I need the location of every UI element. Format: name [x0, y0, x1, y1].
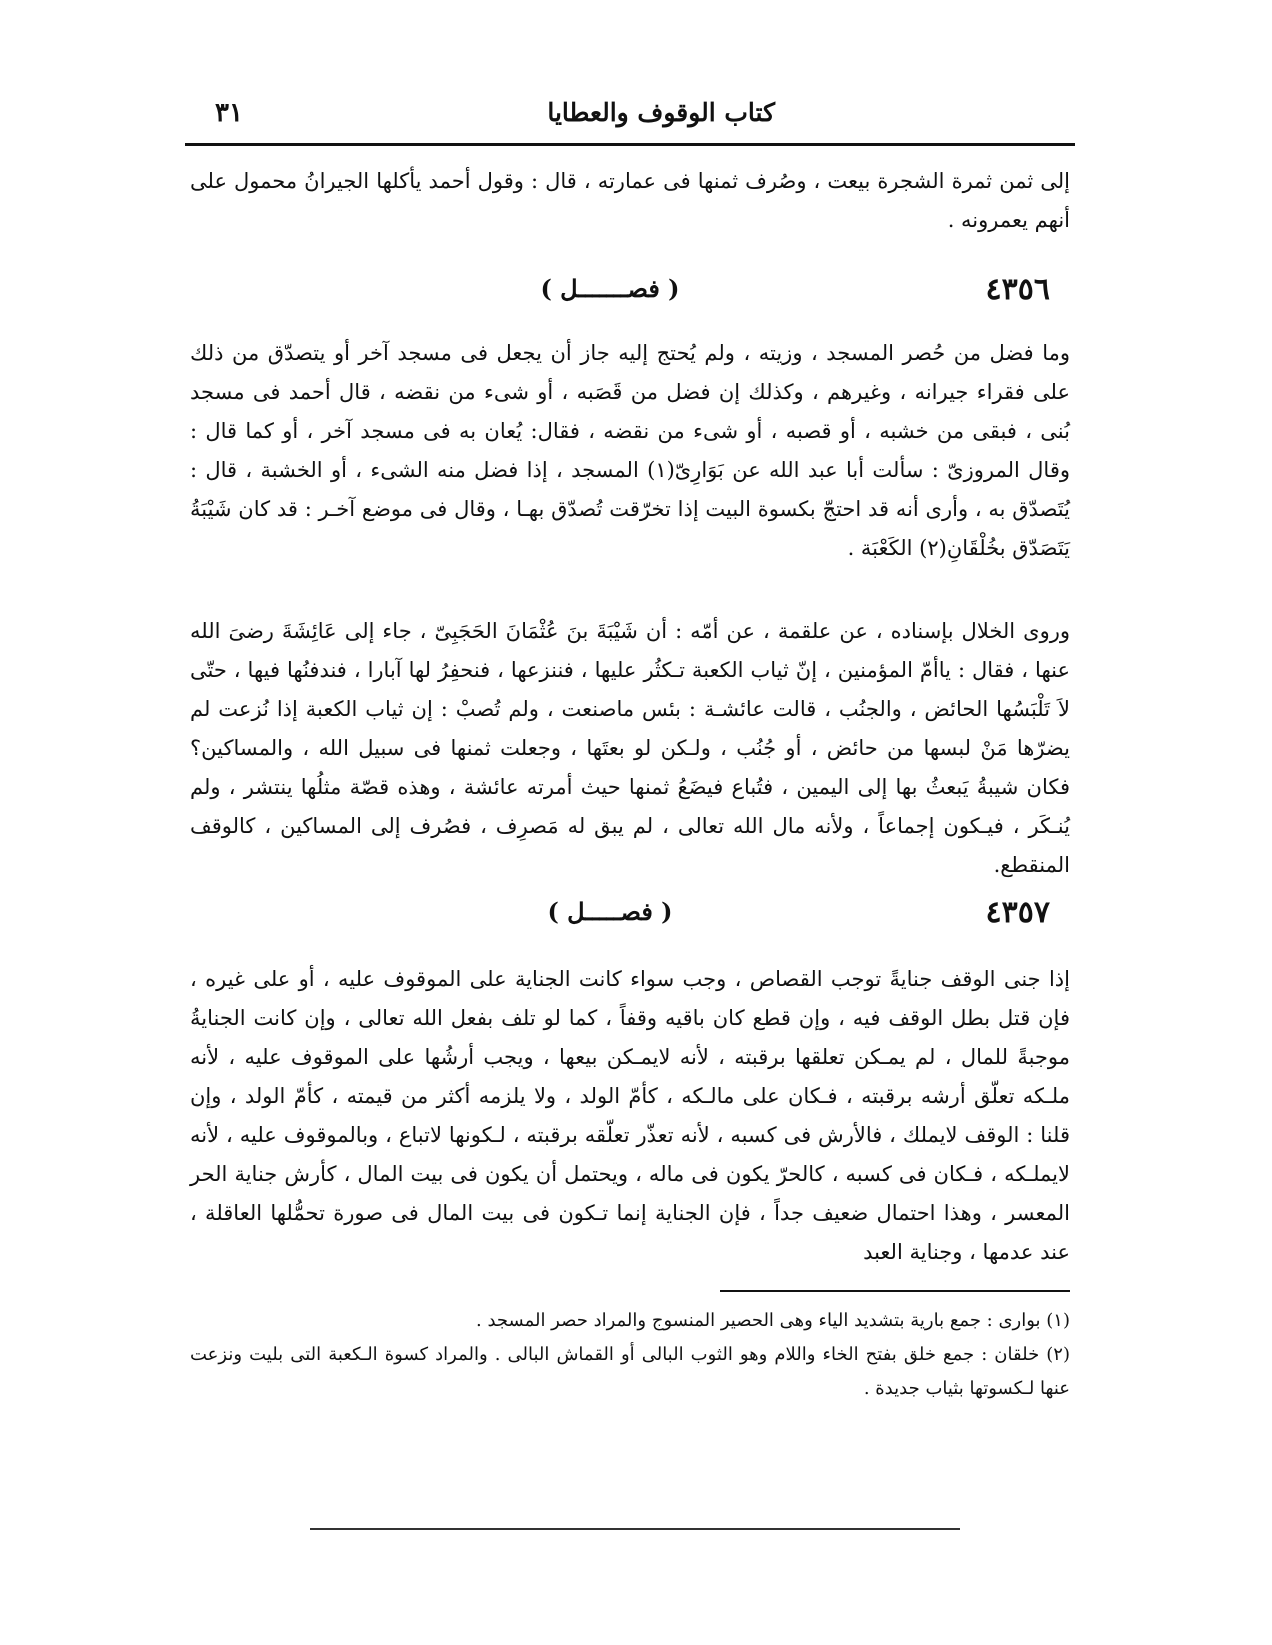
paragraph-intro: إلى ثمن ثمرة الشجرة بيعت ، وصُرف ثمنها فى عمارته ، قال : وقول أحمد يأكلها الجيرانُ محمول على أنهم يعمرونه .	[190, 169, 1070, 232]
paragraph: إذا جنى الوقف جنايةً توجب القصاص ، وجب سواء كانت الجناية على الموقوف عليه ، أو على غيره ، فإن قتل بطل الوقف فيه ، وإن قطع كان باقيه وقفاً ، كما لو تلف بفعل الله تعالى ، وإن كانت الجنايةُ موجبةً للمال ، لم يمـكن تعلقها برقبته ، لأنه لايمـكن بيعها ، ويجب أرشُها على الموقوف عليه ، لأنه ملـكه تعلّق أرشه برقبته ، فـكان على مالـكه ، كأمّ الولد ، ولا يلزمه أكثر من قيمته ، كأمّ الولد ، وإن قلنا : الوقف لايملك ، فالأرش فى كسبه ، لأنه تعذّر تعلّقه برقبته ، لـكونها لاتباع ، وبالموقوف عليه ، لأنه لايملـكه ، فـكان فى كسبه ، كالحرّ يكون فى ماله ، ويحتمل أن يكون فى بيت المال ، كأرش جناية الحر المعسر ، وهذا احتمال ضعيف جداً ، فإن الجناية إنما تـكون فى بيت المال فى صورة تحمُّلها العاقلة ، عند عدمها ، وجناية العبد	[190, 967, 1070, 1264]
footnotes	[190, 1304, 1070, 1406]
section-title: ( فصـــــل )	[547, 897, 673, 926]
bottom-divider	[310, 1528, 960, 1530]
header-divider	[185, 143, 1075, 146]
section-title: ( فصـــــــل )	[540, 274, 680, 303]
section-heading	[190, 272, 1070, 316]
page-number: ٣١	[215, 98, 243, 128]
footnote-2: (٢) خلقان : جمع خلق بفتح الخاء واللام وهو الثوب البالى أو القماش البالى . والمراد كسوة الـكعبة التى بليت ونزعت عنها لـكسوتها بثياب جديدة .	[190, 1344, 1070, 1399]
paragraph: وروى الخلال بإسناده ، عن علقمة ، عن أمّه : أن شَيْبَةَ بنَ عُثْمَانَ الحَجَبِىّ ، جاء إلى عَائِشَةَ رضىَ الله عنها ، فقال : ياأمّ المؤمنين ، إنّ ثياب الكعبة تـكثُر عليها ، فننزعها ، فنحفِرُ لها آبارا ، فندفنُها فيها ، حتّى لاَ تَلْبَسُها الحائض ، والجنُب ، قالت عائشـة : بئس ماصنعت ، ولم تُصبْ : إن ثياب الكعبة إذا نُزعت لم يضرّها مَنْ لبسها من حائض ، أو جُنُب ، ولـكن لو بعتَها ، وجعلت ثمنها فى سبيل الله ، والمساكين؟ فكان شيبةُ يَبعثُ بها إلى اليمين ، فتُباع فيضَعُ ثمنها حيث أمرته عائشة ، وهذه قصّة مثلُها ينتشر ، ولم يُنـكَر ، فيـكون إجماعاً ، ولأنه مال الله تعالى ، لم يبق له مَصرِف ، فصُرف إلى المساكين ، كالوقف المنقطع.	[190, 619, 1070, 877]
paragraph: وما فضل من حُصر المسجد ، وزيته ، ولم يُحتج إليه جاز أن يجعل فى مسجد آخر أو يتصدّق من ذلك على فقراء جيرانه ، وغيرهم ، وكذلك إن فضل من قَصَبه ، أو شىء من نقضه ، قال أحمد فى مسجد بُنى ، فبقى من خشبه ، أو قصبه ، أو شىء من نقضه ، فقال: يُعان به فى مسجد آخر ، أو كما قال : وقال المروزىّ : سألت أبا عبد الله عن بَوَارِىّ(١) المسجد ، إذا فضل منه الشىء ، أو الخشبة ، قال : يُتَصدّق به ، وأرى أنه قد احتجّ بكسوة البيت إذا تخرّقت تُصدّق بهـا ، وقال فى موضع آخـر : قد كان شَيْبَةُ يَتَصَدّق بخُلْقَانِ(٢) الكَعْبَة .	[190, 341, 1071, 560]
section-number: ٤٣٥٦	[985, 272, 1050, 307]
footnote-1: (١) بوارى : جمع بارية بتشديد الياء وهى الحصير المنسوج والمراد حصر المسجد .	[476, 1310, 1070, 1331]
running-title: كتاب الوقوف والعطايا	[547, 98, 775, 127]
section-heading	[190, 895, 1070, 939]
footnote-divider	[720, 1290, 1070, 1292]
page-header	[185, 92, 1075, 136]
section-number: ٤٣٥٧	[985, 895, 1050, 930]
